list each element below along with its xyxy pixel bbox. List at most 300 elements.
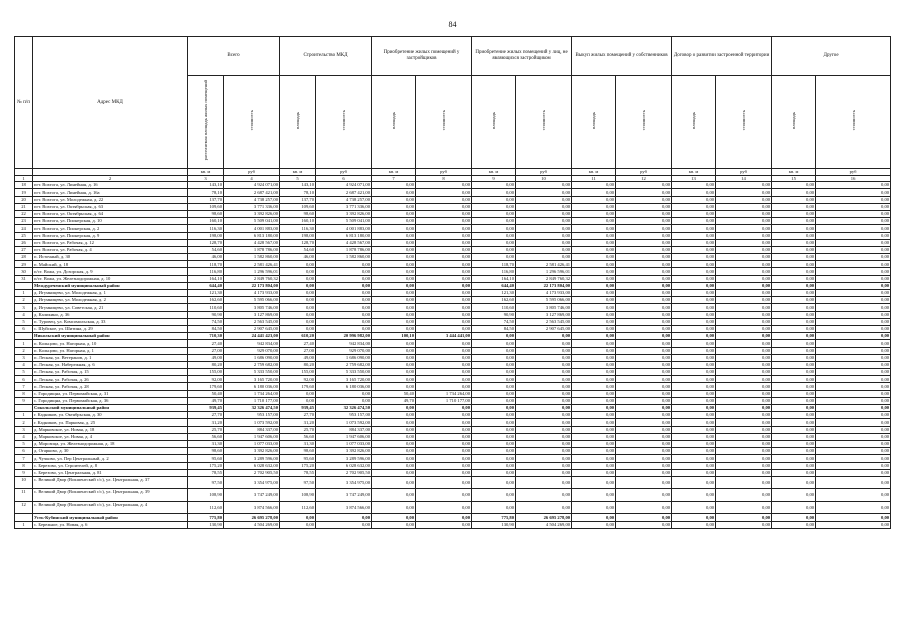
value-cell: 0,00 [372,189,416,196]
value-cell: 27,40 [280,340,316,347]
value-cell: 0,00 [716,354,772,361]
value-cell: 0,00 [516,232,572,239]
value-cell: 74,50 [472,318,516,325]
value-cell: 0,00 [672,325,716,332]
address-cell: п/ст. Вожа, ул. Железнодорожная, д. 10 [33,275,188,282]
value-cell: 0,00 [616,333,672,340]
value-cell: 1 947 606,00 [224,433,280,440]
value-cell: 95,60 [280,455,316,462]
value-cell: 0,00 [372,521,416,528]
value-cell: 0,00 [672,182,716,189]
value-cell: 0,00 [372,419,416,426]
value-cell: 0,00 [816,261,891,268]
row-index-cell: 1 [15,340,33,347]
value-cell: 6 180 036,00 [224,383,280,390]
value-cell: 0,00 [616,254,672,261]
value-cell: 4 924 071,00 [224,182,280,189]
value-cell: 0,00 [616,397,672,404]
value-cell: 0,00 [416,405,472,412]
subheader-label: площадь [295,111,301,130]
value-cell: 175,20 [188,462,224,469]
value-cell: 0,00 [472,333,516,340]
value-cell: 0,00 [716,476,772,489]
row-index-cell: 28 [15,254,33,261]
value-cell: 0,00 [816,282,891,289]
table-row [15,383,891,390]
table-row [15,376,891,383]
value-cell: 0,00 [572,476,616,489]
column-numbers-row [15,175,891,182]
subheader-cell [372,76,416,169]
table-row [15,304,891,311]
page-number: 84 [448,20,457,29]
row-index-cell: 3 [15,304,33,311]
row-index-cell: 4 [15,361,33,368]
address-cell: пгт. Вохтога, ул. Молодежная, д. 22 [33,196,188,203]
value-cell: 0,00 [372,210,416,217]
district-total-row [15,282,891,289]
value-cell: 0,00 [772,412,816,419]
value-cell: 0,00 [416,304,472,311]
value-cell: 0,00 [416,297,472,304]
row-index-cell: 23 [15,218,33,225]
value-cell: 0,00 [772,397,816,404]
value-cell: 3 874 566,00 [224,501,280,514]
value-cell: 6 813 180,00 [224,232,280,239]
subheader-cell [772,76,816,169]
value-cell: 0,00 [572,218,616,225]
value-cell: 0,00 [516,225,572,232]
units-cell: кв. м [472,169,516,176]
address-cell: с. Березово, ул. Центральная, д. 81 [33,469,188,476]
value-cell: 0,00 [772,361,816,368]
value-cell: 2 563 545,00 [224,318,280,325]
address-cell: п/ст. Вожа, ул. Дозорская, д. 9 [33,268,188,275]
value-cell: 56,60 [188,433,224,440]
value-cell: 0,00 [280,514,316,521]
address-cell: п. Майский, д. 18 [33,261,188,268]
row-index-cell [15,405,33,412]
row-index-cell [15,282,33,289]
value-cell: 0,00 [616,469,672,476]
value-cell: 2 687 421,00 [224,189,280,196]
value-cell: 0,00 [672,304,716,311]
value-cell: 0,00 [616,182,672,189]
value-cell: 0,00 [472,455,516,462]
value-cell: 0,00 [372,275,416,282]
value-cell: 198,00 [188,232,224,239]
value-cell: 0,00 [816,304,891,311]
address-cell: пгт. Вохтога, ул. Пионерская, д. 9 [33,232,188,239]
value-cell: 0,00 [716,376,772,383]
value-cell: 0,00 [316,311,372,318]
value-cell: 6 180 036,00 [316,383,372,390]
value-cell: 0,00 [816,311,891,318]
row-index-cell: 21 [15,203,33,210]
value-cell: 0,00 [672,318,716,325]
value-cell: 160,10 [280,218,316,225]
value-cell: 0,00 [672,261,716,268]
value-cell: 0,00 [772,246,816,253]
value-cell: 0,00 [472,182,516,189]
value-cell: 0,00 [416,448,472,455]
table-body [15,182,891,529]
value-cell: 0,00 [716,297,772,304]
row-index-cell: 1 [15,412,33,419]
value-cell: 0,00 [572,333,616,340]
address-cell: пгт. Вохтога, ул. Рабочая, д. 4 [33,246,188,253]
value-cell: 0,00 [472,347,516,354]
value-cell: 112,60 [280,501,316,514]
value-cell: 0,00 [716,268,772,275]
address-cell: с. Великий Двор (Boкшенгский с/с), ул. Центральная, д. 39 [33,489,188,502]
value-cell: 0,00 [372,182,416,189]
value-cell: 0,00 [316,390,372,397]
value-cell: 0,00 [616,311,672,318]
value-cell: 0,00 [472,203,516,210]
address-cell: д. Морозица, ул. Железнодорожная, д. 18 [33,440,188,447]
value-cell: 0,00 [572,239,616,246]
value-cell: 92,00 [188,376,224,383]
value-cell: 644,40 [472,282,516,289]
value-cell: 0,00 [772,440,816,447]
row-index-cell: 11 [15,489,33,502]
value-cell: 2 759 682,00 [224,361,280,368]
value-cell: 0,00 [280,318,316,325]
value-cell: 0,00 [816,347,891,354]
address-cell: пгт. Вохтога, ул. Линейная, д. 16а [33,189,188,196]
column-number-cell: 3 [188,175,224,182]
value-cell: 0,00 [616,412,672,419]
value-cell: 0,00 [572,189,616,196]
value-cell: 0,00 [472,412,516,419]
value-cell: 0,00 [416,182,472,189]
row-index-cell: 24 [15,225,33,232]
value-cell: 0,00 [616,383,672,390]
col-address-header: Адрес МКД [33,37,188,169]
value-cell: 0,00 [616,275,672,282]
units-cell: руб [816,169,891,176]
value-cell: 24 441 423,00 [224,333,280,340]
value-cell: 90,90 [472,311,516,318]
value-cell: 0,00 [616,514,672,521]
value-cell: 4 173 933,00 [516,290,572,297]
row-index-cell: 26 [15,239,33,246]
value-cell: 0,00 [316,261,372,268]
value-cell: 3 127 869,00 [516,311,572,318]
value-cell: 4 428 567,00 [224,239,280,246]
table-row [15,225,891,232]
table-row [15,433,891,440]
value-cell: 109,60 [280,203,316,210]
address-cell: пгт. Вохтога, ул. Пионерская, д. 10 [33,218,188,225]
value-cell: 0,00 [416,210,472,217]
row-index-cell: 4 [15,433,33,440]
row-index-cell: 29 [15,261,33,268]
value-cell: 4 924 071,00 [316,182,372,189]
value-cell: 0,00 [672,268,716,275]
value-cell: 5 333 550,00 [316,369,372,376]
value-cell: 78,55 [280,469,316,476]
value-cell: 27,00 [188,347,224,354]
value-cell: 0,00 [572,433,616,440]
value-cell: 0,00 [816,318,891,325]
value-cell: 26 695 278,00 [224,514,280,521]
value-cell: 0,00 [616,210,672,217]
value-cell: 0,00 [716,311,772,318]
value-cell: 56,60 [280,433,316,440]
value-cell: 0,00 [372,347,416,354]
value-cell: 0,00 [816,203,891,210]
value-cell: 0,00 [816,275,891,282]
subheader-label: стоимость [441,110,447,131]
value-cell: 0,00 [772,433,816,440]
value-cell: 0,00 [772,210,816,217]
value-cell: 0,00 [672,521,716,528]
value-cell: 0,00 [816,476,891,489]
value-cell: 0,00 [416,469,472,476]
subheader-cell [188,76,224,169]
value-cell: 0,00 [716,361,772,368]
value-cell: 0,00 [772,354,816,361]
value-cell: 0,00 [372,203,416,210]
subheader-cell [672,76,716,169]
address-cell: пгт. Вохтога, ул. Линейная, д. 16 [33,182,188,189]
value-cell: 0,00 [672,239,716,246]
value-cell: 0,00 [716,318,772,325]
value-cell: 0,00 [516,397,572,404]
value-cell: 4 504 269,00 [224,521,280,528]
value-cell: 0,00 [716,462,772,469]
value-cell: 0,00 [772,347,816,354]
value-cell: 0,00 [372,469,416,476]
table-row [15,419,891,426]
value-cell: 1 734 264,00 [416,390,472,397]
value-cell: 5 333 550,00 [224,369,280,376]
value-cell: 0,00 [516,448,572,455]
value-cell: 0,00 [716,203,772,210]
group-header: Приобретение жилых помещений у застройщиков [372,37,472,76]
value-cell: 0,00 [572,462,616,469]
value-cell: 0,00 [516,210,572,217]
value-cell: 0,00 [572,290,616,297]
value-cell: 1 710 177,00 [224,397,280,404]
value-cell: 2 702 905,50 [316,469,372,476]
value-cell: 0,00 [672,189,716,196]
value-cell: 0,00 [616,225,672,232]
address-cell: п. Лесная, ул. Рабочая, д. 28 [33,383,188,390]
value-cell: 0,00 [772,455,816,462]
value-cell: 2 849 760,32 [516,275,572,282]
value-cell: 4 504 269,00 [516,521,572,528]
value-cell: 2 563 545,00 [516,318,572,325]
value-cell: 108,90 [188,489,224,502]
table-row [15,412,891,419]
value-cell: 0,00 [372,489,416,502]
value-cell: 0,00 [416,189,472,196]
value-cell: 0,00 [472,397,516,404]
value-cell: 0,00 [372,290,416,297]
value-cell: 0,00 [816,376,891,383]
value-cell: 0,00 [672,311,716,318]
table-row [15,455,891,462]
value-cell: 0,00 [372,225,416,232]
value-cell: 0,00 [672,232,716,239]
address-cell: Усть-Кубинский муниципальный район [33,514,188,521]
value-cell: 97,50 [188,476,224,489]
group-header: Всего [188,37,280,76]
value-cell: 175,20 [280,462,316,469]
value-cell: 49,70 [372,397,416,404]
value-cell: 0,00 [516,412,572,419]
address-cell: д. Чучково, ул. Пер Центральный, д. 2 [33,455,188,462]
value-cell: 0,00 [416,419,472,426]
value-cell: 0,00 [672,412,716,419]
column-number-cell: 14 [716,175,772,182]
value-cell: 0,00 [816,340,891,347]
value-cell: 775,80 [188,514,224,521]
value-cell: 0,00 [716,290,772,297]
table-row [15,261,891,268]
value-cell: 0,00 [716,405,772,412]
value-cell: 0,00 [616,390,672,397]
value-cell: 4 428 567,00 [316,239,372,246]
table-row [15,448,891,455]
value-cell: 0,00 [716,275,772,282]
value-cell: 0,00 [616,440,672,447]
subheader-label: стоимость [341,110,347,131]
value-cell: 0,00 [516,405,572,412]
value-cell: 3 289 596,00 [316,455,372,462]
value-cell: 0,00 [472,489,516,502]
value-cell: 0,00 [616,462,672,469]
value-cell: 3 747 249,00 [224,489,280,502]
value-cell: 0,00 [816,455,891,462]
value-cell: 0,00 [472,433,516,440]
value-cell: 0,00 [372,297,416,304]
value-cell: 942 834,00 [316,340,372,347]
value-cell: 0,00 [372,361,416,368]
row-index-cell: 5 [15,318,33,325]
value-cell: 110,60 [472,304,516,311]
value-cell: 0,00 [616,433,672,440]
value-cell: 0,00 [572,448,616,455]
address-cell: д. Игумницево, ул. Советская, д. 21 [33,304,188,311]
value-cell: 0,00 [816,390,891,397]
value-cell: 0,00 [772,268,816,275]
value-cell: 0,00 [716,333,772,340]
table-row [15,318,891,325]
value-cell: 0,00 [472,426,516,433]
value-cell: 4 001 883,00 [224,225,280,232]
value-cell: 0,00 [772,275,816,282]
value-cell: 1 710 177,00 [416,397,472,404]
subheader-label: площадь [691,111,697,130]
value-cell: 0,00 [672,340,716,347]
value-cell: 0,00 [516,203,572,210]
value-cell: 0,00 [672,246,716,253]
value-cell: 1 686 090,00 [316,354,372,361]
value-cell: 1 077 033,00 [316,440,372,447]
value-cell: 0,00 [572,347,616,354]
value-cell: 0,00 [772,476,816,489]
value-cell: 2 702 905,50 [224,469,280,476]
value-cell: 0,00 [472,239,516,246]
value-cell: 0,00 [416,440,472,447]
subheader-cell [616,76,672,169]
value-cell: 0,00 [372,462,416,469]
value-cell: 0,00 [716,469,772,476]
value-cell: 0,00 [616,196,672,203]
value-cell: 0,00 [516,489,572,502]
value-cell: 0,00 [416,476,472,489]
value-cell: 0,00 [616,304,672,311]
value-cell: 0,00 [816,521,891,528]
table-row [15,440,891,447]
units-row [15,169,891,176]
value-cell: 3 354 975,00 [224,476,280,489]
value-cell: 20 996 982,00 [316,333,372,340]
table-row [15,218,891,225]
value-cell: 0,00 [472,469,516,476]
value-cell: 1 296 596,01 [224,268,280,275]
value-cell: 0,00 [572,376,616,383]
value-cell: 32 326 474,50 [224,405,280,412]
value-cell: 98,60 [188,210,224,217]
value-cell: 0,00 [372,325,416,332]
value-cell: 0,00 [616,354,672,361]
table-row [15,469,891,476]
value-cell: 0,00 [472,340,516,347]
value-cell: 84,50 [472,325,516,332]
value-cell: 884 337,00 [224,426,280,433]
row-index-cell: 7 [15,383,33,390]
value-cell: 0,00 [816,246,891,253]
value-cell: 22 173 804,00 [224,282,280,289]
value-cell: 0,00 [572,383,616,390]
value-cell: 0,00 [616,376,672,383]
value-cell: 0,00 [672,397,716,404]
value-cell: 0,00 [416,340,472,347]
value-cell: 98,60 [188,448,224,455]
value-cell: 0,00 [572,325,616,332]
value-cell: 0,00 [572,354,616,361]
subheader-label: площадь [591,111,597,130]
value-cell: 0,00 [672,354,716,361]
row-index-cell: 9 [15,397,33,404]
value-cell: 27,40 [188,340,224,347]
group-header: Строительство МКД [280,37,372,76]
value-cell: 0,00 [616,340,672,347]
value-cell: 0,00 [616,203,672,210]
value-cell: 98,60 [280,210,316,217]
value-cell: 0,00 [516,376,572,383]
value-cell: 50,40 [372,390,416,397]
row-index-cell: 9 [15,469,33,476]
value-cell: 0,00 [416,311,472,318]
value-cell: 0,00 [672,282,716,289]
table-row [15,489,891,502]
units-cell: руб [516,169,572,176]
value-cell: 0,00 [816,290,891,297]
value-cell: 3 392 826,00 [224,210,280,217]
value-cell: 6 028 632,00 [224,462,280,469]
value-cell: 128,70 [280,239,316,246]
value-cell: 0,00 [816,182,891,189]
value-cell: 0,00 [416,275,472,282]
value-cell: 0,00 [372,340,416,347]
value-cell: 0,00 [416,325,472,332]
